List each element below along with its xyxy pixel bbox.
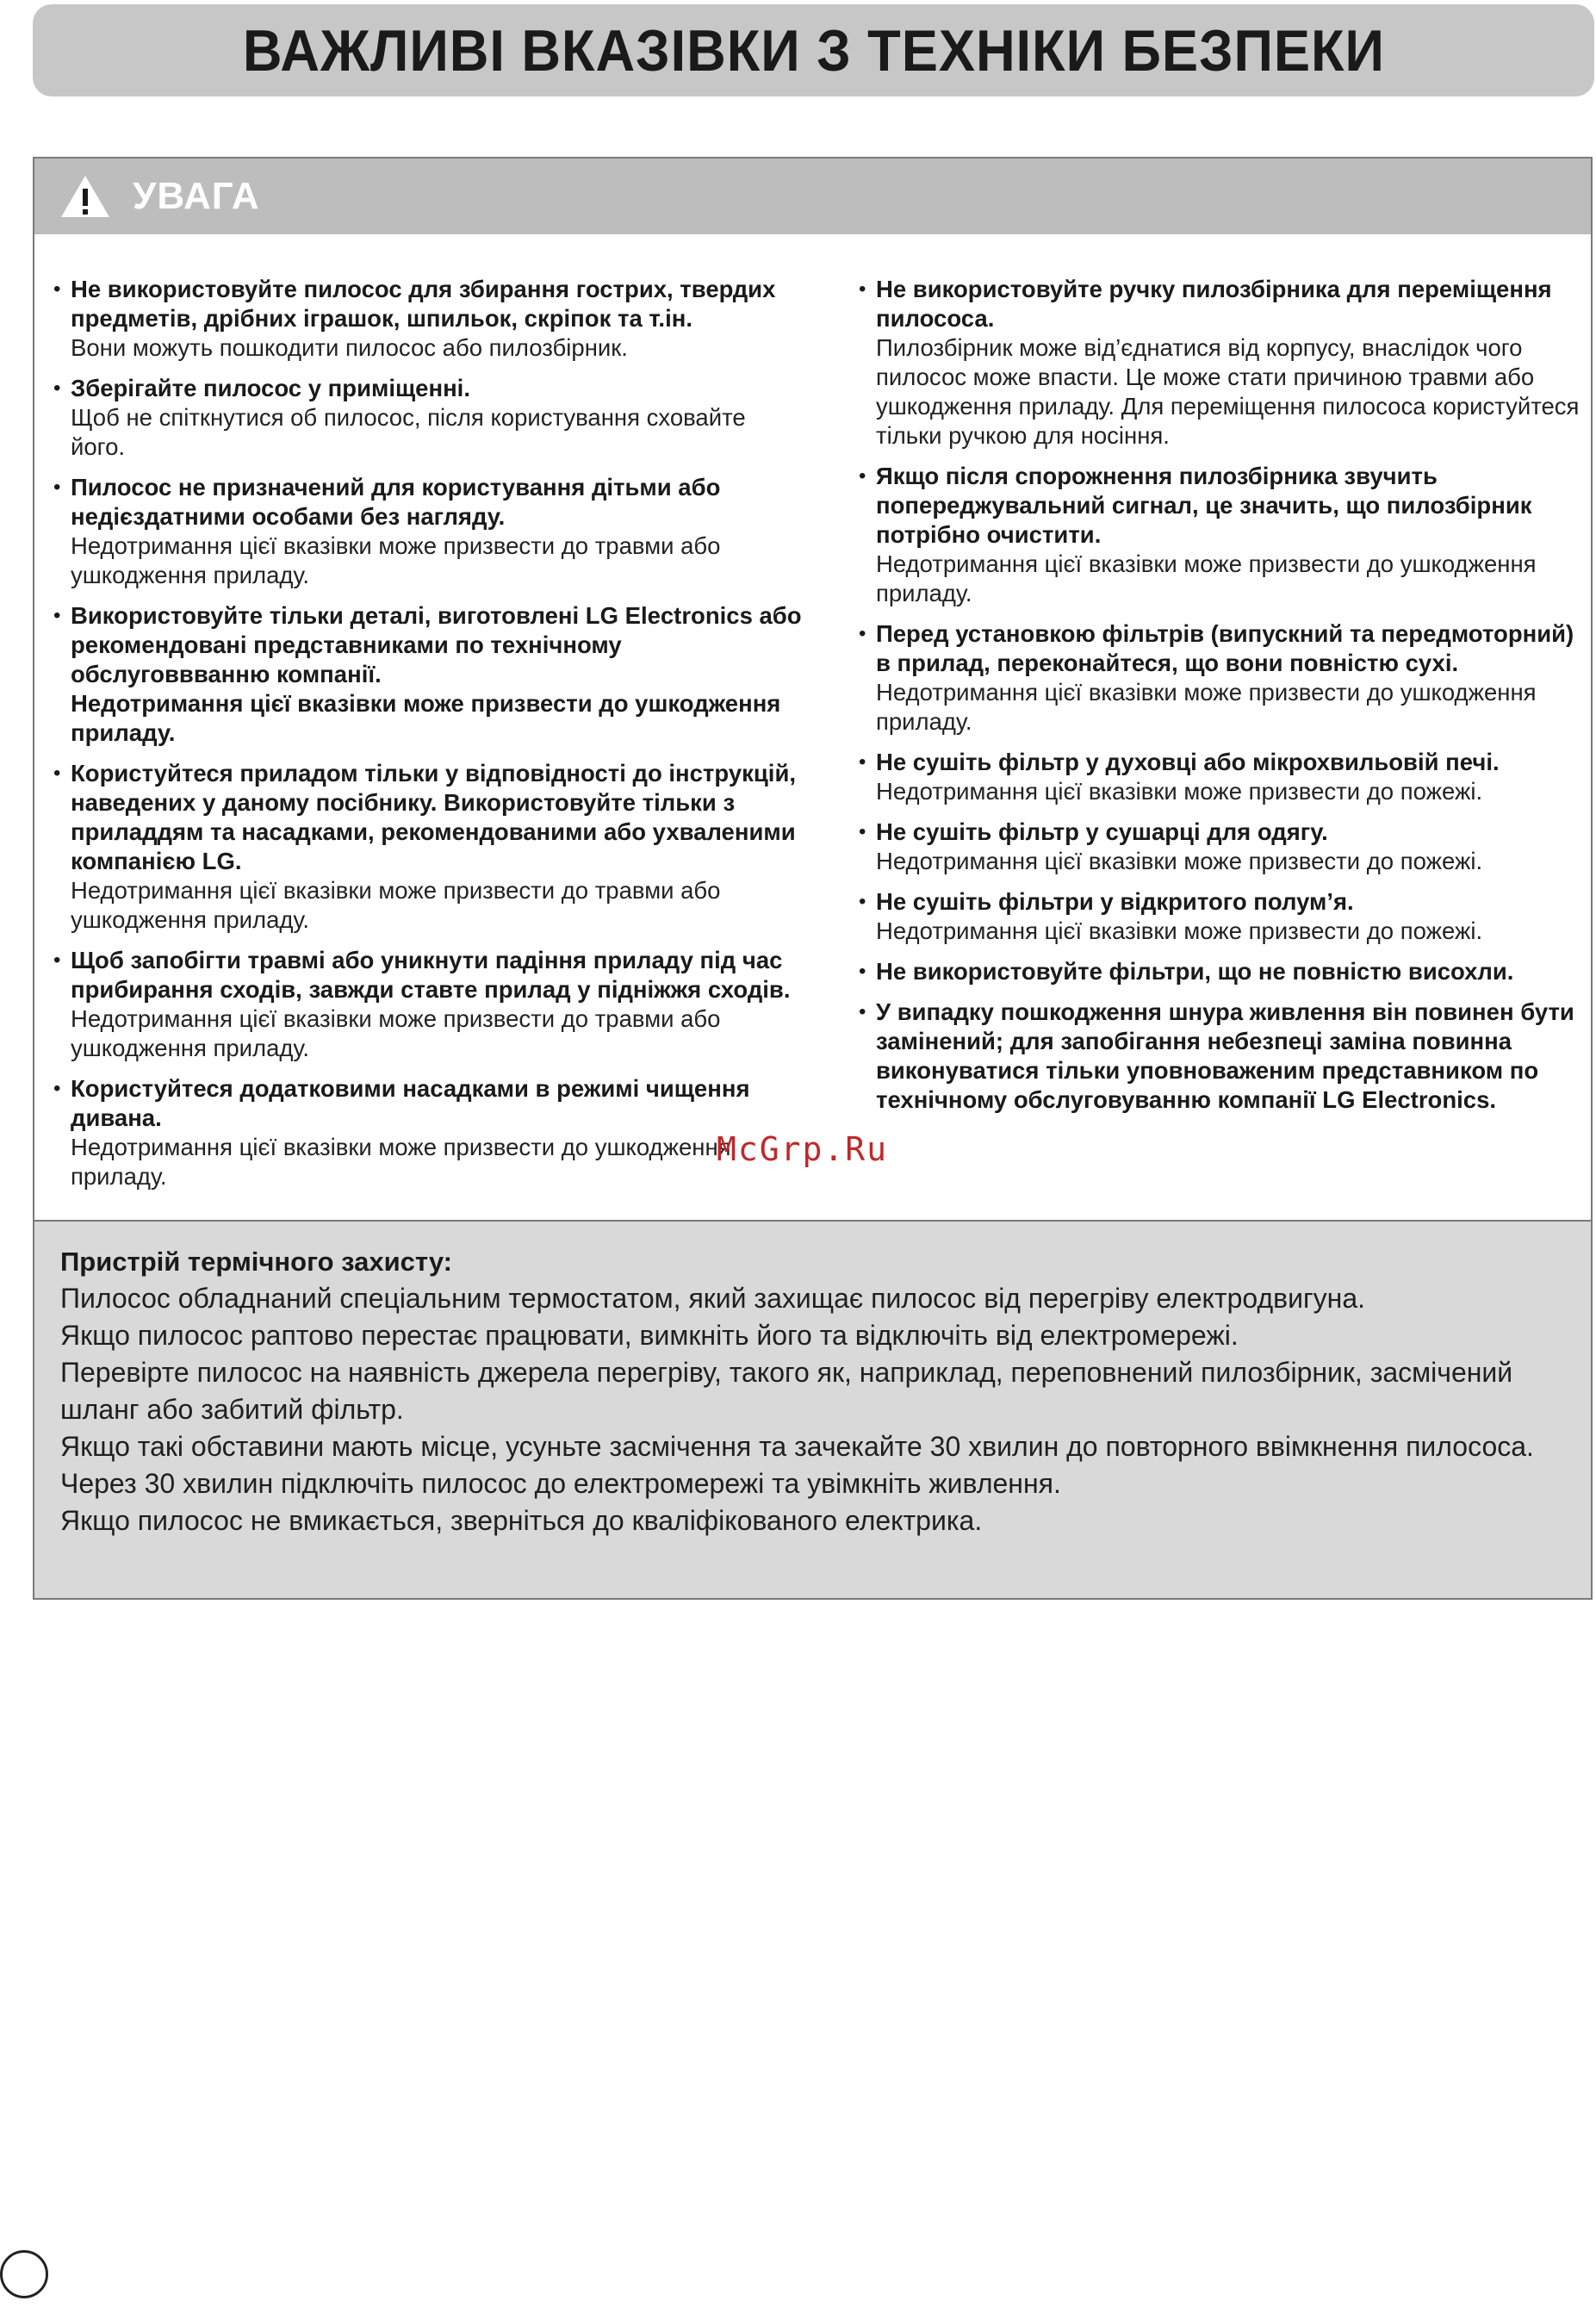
title-bar (33, 4, 1594, 96)
bullet: • (859, 960, 866, 983)
right-column (859, 275, 1582, 1126)
bullet: • (859, 1000, 866, 1023)
item-text: Недотримання цієї вказівки може призвести до травми або ушкодження приладу. (71, 532, 721, 588)
item-text: Недотримання цієї вказівки може призвести до ушкодження приладу. (876, 679, 1537, 735)
warning-header (34, 159, 1591, 234)
list-item (53, 473, 803, 590)
item-title: Щоб запобігти травмі або уникнути падіння приладу під час прибирання сходів, завжди ставте прилад у підніжжя сходів. (71, 947, 791, 1003)
list-item (53, 759, 803, 935)
bullet: • (859, 464, 866, 488)
list-item (859, 275, 1582, 451)
item-text-bold: Недотримання цієї вказівки може призвести до ушкодження приладу. (71, 690, 781, 746)
bullet: • (53, 376, 61, 400)
thermal-paragraph: Якщо пилосос не вмикається, зверніться до кваліфікованого електрика. (60, 1505, 983, 1536)
item-title: Не використовуйте пилосос для збирання гострих, твердих предметів, дрібних іграшок, шпильок, скріпок та т.ін. (71, 276, 776, 332)
item-text: Недотримання цієї вказівки може призвести до травми або ушкодження приладу. (71, 877, 721, 933)
item-title: Не сушіть фільтри у відкритого полум’я. (876, 888, 1354, 915)
list-item (53, 946, 803, 1063)
item-text: Недотримання цієї вказівки може призвести до пожежі. (876, 917, 1483, 944)
item-text: Щоб не спіткнутися об пилосос, після користування сховайте його. (71, 404, 746, 460)
warning-triangle-icon (59, 173, 112, 220)
page-number-circle (0, 2250, 48, 2298)
list-item (859, 818, 1582, 876)
list-item (859, 462, 1582, 608)
warning-title: УВАГА (133, 175, 260, 217)
list-item (53, 275, 803, 363)
bullet: • (859, 622, 866, 645)
list-item (53, 1074, 803, 1191)
thermal-paragraph: Перевірте пилосос на наявність джерела перегріву, такого як, наприклад, переповнений пилозбірник, засмічений шланг або забитий фільтр. (60, 1357, 1513, 1425)
item-text: Недотримання цієї вказівки може призвести до травми або ушкодження приладу. (71, 1005, 721, 1061)
list-item (859, 887, 1582, 946)
item-title: Якщо після спорожнення пилозбірника звучить попереджувальний сигнал, це значить, що пилозбірник потрібно очистити. (876, 463, 1532, 548)
list-item (859, 998, 1582, 1115)
list-item (859, 957, 1582, 986)
thermal-paragraph: Через 30 хвилин підключіть пилосос до електромережі та увімкніть живлення. (60, 1468, 1061, 1499)
bullet: • (859, 820, 866, 843)
item-text: Недотримання цієї вказівки може призвести до ушкодження приладу. (876, 550, 1537, 606)
item-text: Пилозбірник може від’єднатися від корпусу, внаслідок чого пилосос може впасти. Це може стати причиною травми або ушкодження приладу. Для переміщення пилососа користуйтеся тільки ручкою для носіння. (876, 334, 1580, 449)
thermal-paragraph: Якщо такі обставини мають місце, усуньте засмічення та зачекайте 30 хвилин до повторного ввімкнення пилососа. (60, 1431, 1534, 1462)
bullet: • (53, 277, 61, 301)
item-title: Не сушіть фільтр у сушарці для одягу. (876, 818, 1328, 845)
bullet: • (53, 762, 61, 785)
bullet: • (53, 948, 61, 972)
item-text: Недотримання цієї вказівки може призвести до пожежі. (876, 848, 1483, 874)
left-column (53, 275, 803, 1203)
bullet: • (859, 890, 866, 913)
warning-frame (33, 157, 1593, 1600)
item-text: Недотримання цієї вказівки може призвести до ушкодження приладу. (71, 1134, 731, 1190)
bullet: • (859, 277, 866, 301)
item-title: Зберігайте пилосос у приміщенні. (71, 375, 470, 401)
item-title: Використовуйте тільки деталі, виготовлені LG Electronics або рекомендовані представниками по технічному обслуговвванню компанії. (71, 602, 802, 687)
item-title: У випадку пошкодження шнура живлення він повинен бути замінений; для запобігання небезпеці заміна повинна виконуватися тільки уповноваженим представником по технічному обслуговуванню компанії LG Electronics. (876, 998, 1574, 1113)
item-title: Не використовуйте фільтри, що не повністю висохли. (876, 958, 1514, 985)
thermal-title: Пристрій термічного захисту: (60, 1247, 453, 1277)
list-item (859, 748, 1582, 806)
item-text: Недотримання цієї вказівки може призвести до пожежі. (876, 778, 1483, 805)
item-title: Користуйтеся додатковими насадками в режимі чищення дивана. (71, 1075, 750, 1131)
thermal-paragraph: Якщо пилосос раптово перестає працювати, вимкніть його та відключіть від електромережі. (60, 1320, 1239, 1351)
bullet: • (53, 604, 61, 627)
list-item (53, 374, 803, 462)
bullet: • (53, 1077, 61, 1100)
item-title: Користуйтеся приладом тільки у відповідності до інструкцій, наведених у даному посібнику. Використовуйте тільки з приладдям та насадками, рекомендованими або ухваленими компанією LG. (71, 760, 796, 874)
item-title: Пилосос не призначений для користування дітьми або недієздатними особами без нагляду. (71, 474, 721, 530)
item-title: Не використовуйте ручку пилозбірника для переміщення пилососа. (876, 276, 1552, 332)
watermark: McGrp.Ru (717, 1130, 889, 1168)
item-title: Перед установкою фільтрів (випускний та передмоторний) в прилад, переконайтеся, що вони повністю сухі. (876, 620, 1574, 676)
bullet: • (53, 476, 61, 499)
item-title: Не сушіть фільтр у духовці або мікрохвильовій печі. (876, 749, 1500, 775)
page-title: ВАЖЛИВІ ВКАЗІВКИ З ТЕХНІКИ БЕЗПЕКИ (242, 17, 1385, 84)
list-item (53, 601, 803, 748)
thermal-protection-box (34, 1220, 1591, 1598)
bullet: • (859, 750, 866, 774)
list-item (859, 619, 1582, 737)
item-text: Вони можуть пошкодити пилосос або пилозбірник. (71, 334, 628, 361)
thermal-paragraph: Пилосос обладнаний спеціальним термостатом, який захищає пилосос від перегріву електродвигуна. (60, 1283, 1366, 1314)
